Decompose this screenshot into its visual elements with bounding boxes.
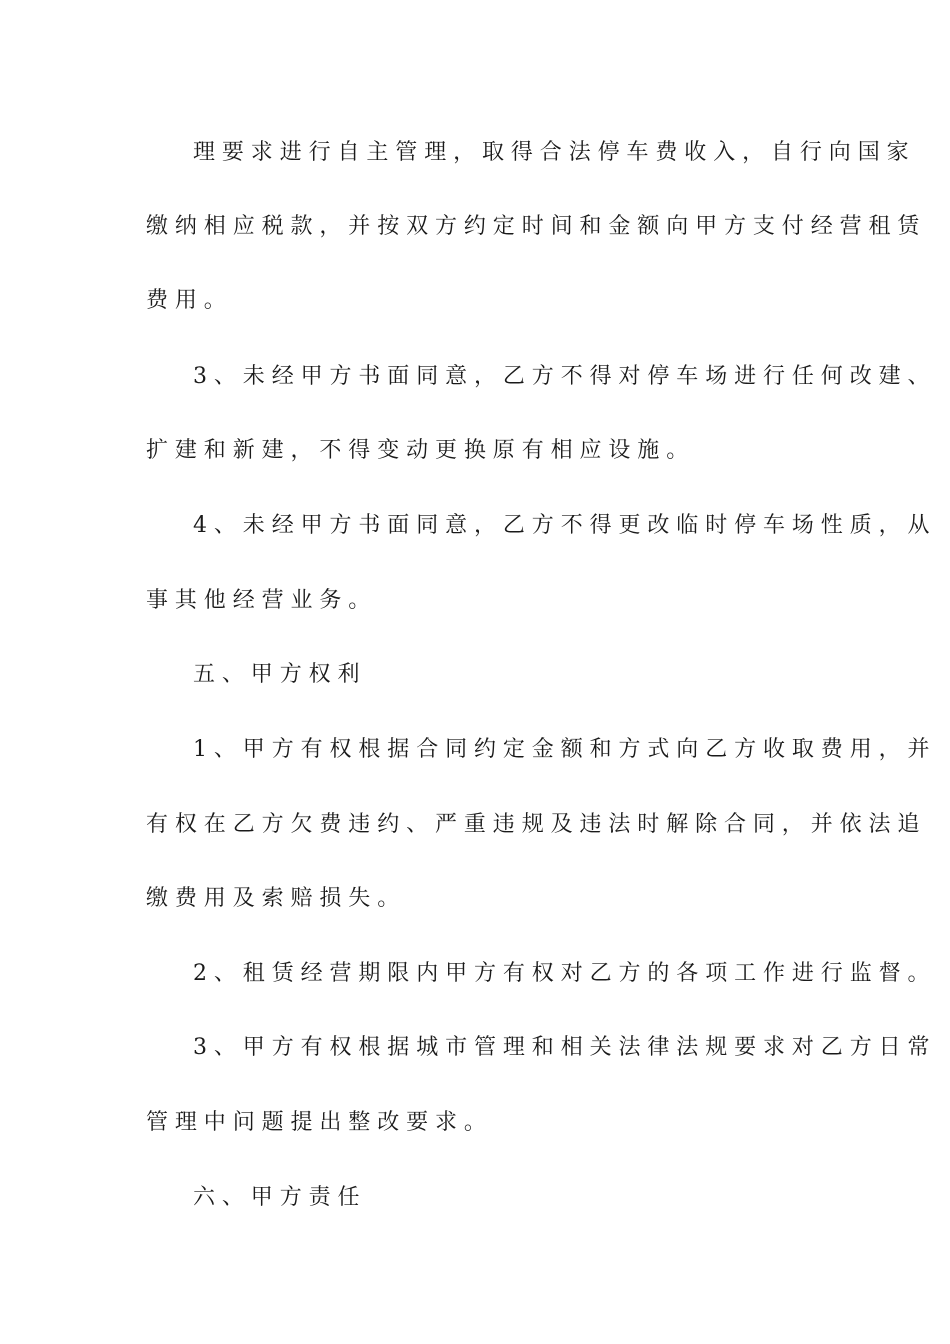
text-line: 3、甲方有权根据城市管理和相关法律法规要求对乙方日常: [193, 1035, 937, 1060]
text-line: 1、甲方有权根据合同约定金额和方式向乙方收取费用，并: [193, 737, 937, 762]
text-line: 2、租赁经营期限内甲方有权对乙方的各项工作进行监督。: [193, 961, 937, 986]
text-line: 管理中问题提出整改要求。: [146, 1110, 493, 1135]
text-line: 4、未经甲方书面同意，乙方不得更改临时停车场性质，从: [193, 513, 937, 538]
text-line: 扩建和新建，不得变动更换原有相应设施。: [146, 438, 696, 463]
text-line: 缴纳相应税款，并按双方约定时间和金额向甲方支付经营租赁: [146, 214, 927, 239]
text-line: 事其他经营业务。: [146, 588, 378, 613]
text-line: 有权在乙方欠费违约、严重违规及违法时解除合同，并依法追: [146, 812, 927, 837]
section-heading: 五、甲方权利: [193, 662, 367, 687]
section-heading: 六、甲方责任: [193, 1185, 367, 1210]
text-line: 3、未经甲方书面同意，乙方不得对停车场进行任何改建、: [193, 364, 937, 389]
text-line: 理要求进行自主管理，取得合法停车费收入，自行向国家: [193, 140, 916, 165]
text-line: 费用。: [146, 288, 233, 313]
text-line: 缴费用及索赔损失。: [146, 886, 407, 911]
